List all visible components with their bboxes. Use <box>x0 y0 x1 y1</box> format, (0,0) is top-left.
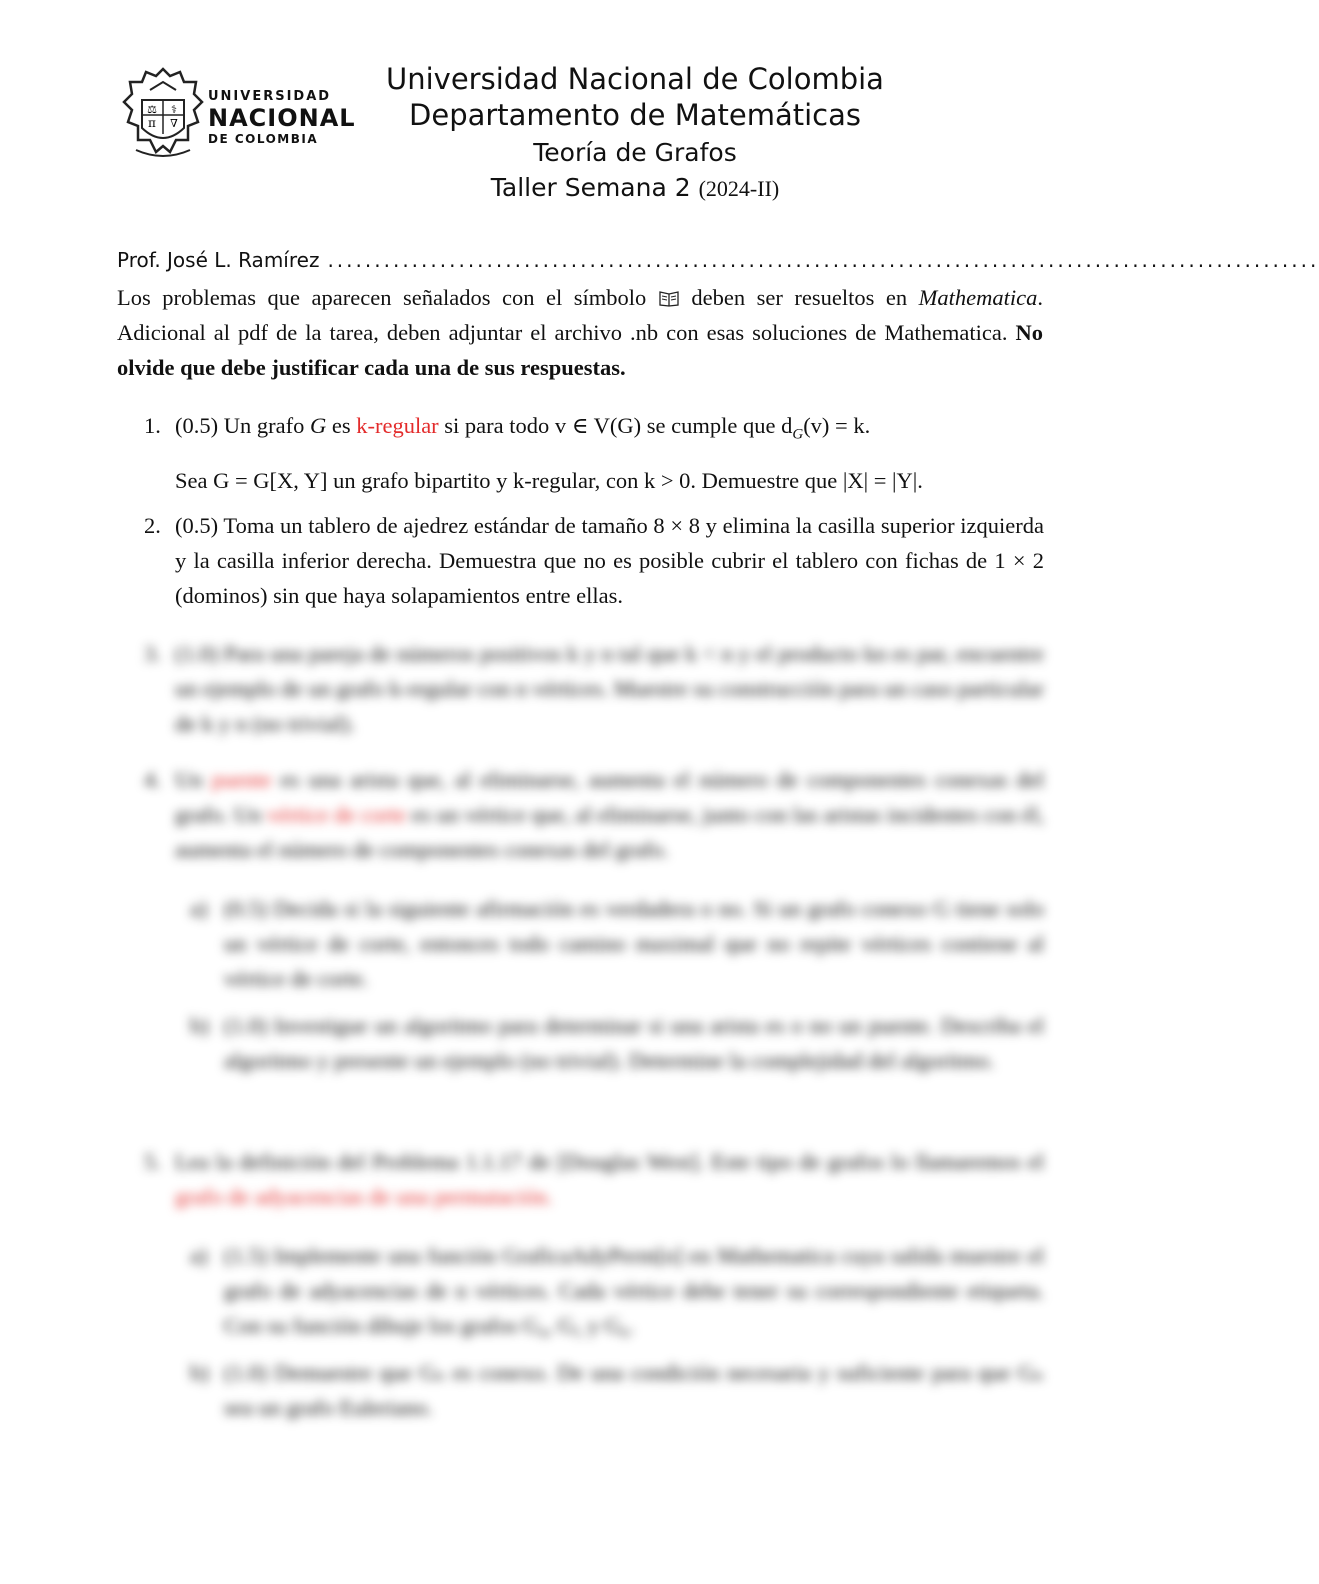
justify-reminder: No olvide que debe justificar cada una de sus respuestas. <box>117 320 1044 380</box>
p5-pre: Lea la definición del Problema 1.1.17 de [Douglas West]. Este tipo de grafos lo llamaremos el <box>175 1149 1044 1174</box>
p4-mid1: es una arista que, al eliminarse, aumenta el número de componentes conexas del grafo. Un <box>175 767 1045 827</box>
p4a-label: a) <box>190 896 208 921</box>
problem-number: 5. <box>144 1149 161 1174</box>
term-grafo-adyacencias: grafo de adyacencias de una permutación. <box>175 1184 553 1209</box>
svg-text:∇: ∇ <box>170 117 178 130</box>
svg-text:π: π <box>148 116 156 130</box>
course-name: Teoría de Grafos <box>533 138 737 167</box>
intro-part-3: . Adicional al pdf de la tarea, deben adjuntar el archivo .nb con esas soluciones de Mathematica. <box>117 285 1043 345</box>
problem-1 <box>144 408 1044 498</box>
problem-2 <box>144 508 1044 606</box>
logo-line-1: UNIVERSIDAD <box>208 89 332 104</box>
p4-mid2: es un vértice que, al eliminarse, junto con las aristas incidentes con él, aumenta el número de componentes conexas del grafo. <box>175 802 1045 862</box>
svg-text:⚕: ⚕ <box>171 103 177 116</box>
problem-4a <box>190 891 1044 996</box>
workshop-term: (2024-II) <box>698 176 780 201</box>
intro-part-2: deben ser resueltos en <box>691 285 908 310</box>
p5a-text: (1.5) Implemente una función GraficaAdyPerm[n] en Mathematica cuya salida muestre el grafo de adyacencias de n vértices. Cada vértice debe tener su correspondiente etiqueta. Con su función dibuje los grafos G₄, G₅ y G₆. <box>224 1243 1044 1338</box>
problem-1-statement: Sea G = G[X, Y] un grafo bipartito y k-regular, con k > 0. Demuestre que |X| = |Y|. <box>175 467 923 493</box>
university-name: Universidad Nacional de Colombia <box>386 62 884 96</box>
term-k-regular: k-regular <box>356 413 439 438</box>
logo-line-3: DE COLOMBIA <box>208 132 319 146</box>
p4b-text: (1.0) Investigue un algoritmo para determinar si una arista es o no un puente. Describa el algoritmo y presente un ejemplo (no trivial). Determine la complejidad del algoritmo. <box>224 1013 1044 1073</box>
problem-3-text: (1.0) Para una pareja de números positivos k y n tal que k < n y el producto kn es par, encuentre un ejemplo de un grafo k-regular con n vértices. Muestre su construcción para un caso particular de k y n (no trivial). <box>175 641 1044 736</box>
problem-4 <box>144 762 1044 1078</box>
instructions-paragraph <box>117 280 1043 385</box>
p1-pre: (0.5) Un grafo <box>175 413 305 438</box>
p1-post: si para todo v ∈ V(G) se cumple que d <box>444 413 793 438</box>
p4a-text: (0.5) Decida si la siguiente afirmación es verdadera o no. Si un grafo conexo G tiene solo un vértice de corte, entonces todo camino maximal que no repite vértices contiene al vértice de corte. <box>224 896 1044 991</box>
problem-5b <box>190 1355 1044 1425</box>
problem-5a <box>190 1238 1044 1343</box>
p5a-label: a) <box>190 1243 208 1268</box>
p4-pre: Un <box>175 767 203 792</box>
professor-name: Prof. José L. Ramírez <box>117 248 320 272</box>
p4b-label: b) <box>190 1013 209 1038</box>
university-seal-icon <box>122 66 204 164</box>
svg-text:⚖: ⚖ <box>147 103 157 116</box>
problem-number: 4. <box>144 767 161 792</box>
professor-line <box>117 248 1319 272</box>
problem-number: 2. <box>144 513 161 538</box>
p1-es: es <box>331 413 351 438</box>
p1-end: (v) = k. <box>803 413 871 438</box>
dot-leader: .......................................................................................................... <box>327 248 1319 272</box>
problem-number: 1. <box>144 413 161 438</box>
p1-var-g: G <box>309 413 327 438</box>
intro-part-1: Los problemas que aparecen señalados con el símbolo <box>117 285 647 310</box>
p5b-text: (1.0) Demuestre que Gₙ es conexo. De una condición necesaria y suficiente para que Gₙ sea un grafo Euleriano. <box>224 1360 1044 1420</box>
software-name: Mathematica <box>918 285 1038 310</box>
workshop-title <box>380 173 890 202</box>
problem-4b <box>190 1008 1044 1078</box>
logo-wordmark <box>208 90 356 145</box>
book-icon <box>658 289 680 307</box>
problem-1-definition <box>175 408 1044 453</box>
department-name: Departamento de Matemáticas <box>409 98 861 132</box>
workshop-name: Taller Semana 2 <box>490 173 691 202</box>
logo-line-2: NACIONAL <box>208 104 356 132</box>
term-vertice-de-corte: vértice de corte <box>267 802 407 827</box>
university-logo <box>122 66 354 166</box>
problem-4-intro <box>175 762 1044 867</box>
problem-5 <box>144 1144 1044 1425</box>
problem-2-text: (0.5) Toma un tablero de ajedrez estándar de tamaño 8 × 8 y elimina la casilla superior izquierda y la casilla inferior derecha. Demuestra que no es posible cubrir el tablero con fichas de 1 × 2 (dominos) sin que haya solapamientos entre ellas. <box>175 513 1044 608</box>
p5b-label: b) <box>190 1360 209 1385</box>
problem-5-intro <box>175 1144 1044 1214</box>
problem-3 <box>144 636 1044 741</box>
term-puente: puente <box>211 767 272 792</box>
p1-sub: G <box>792 426 804 443</box>
problem-number: 3. <box>144 641 161 666</box>
